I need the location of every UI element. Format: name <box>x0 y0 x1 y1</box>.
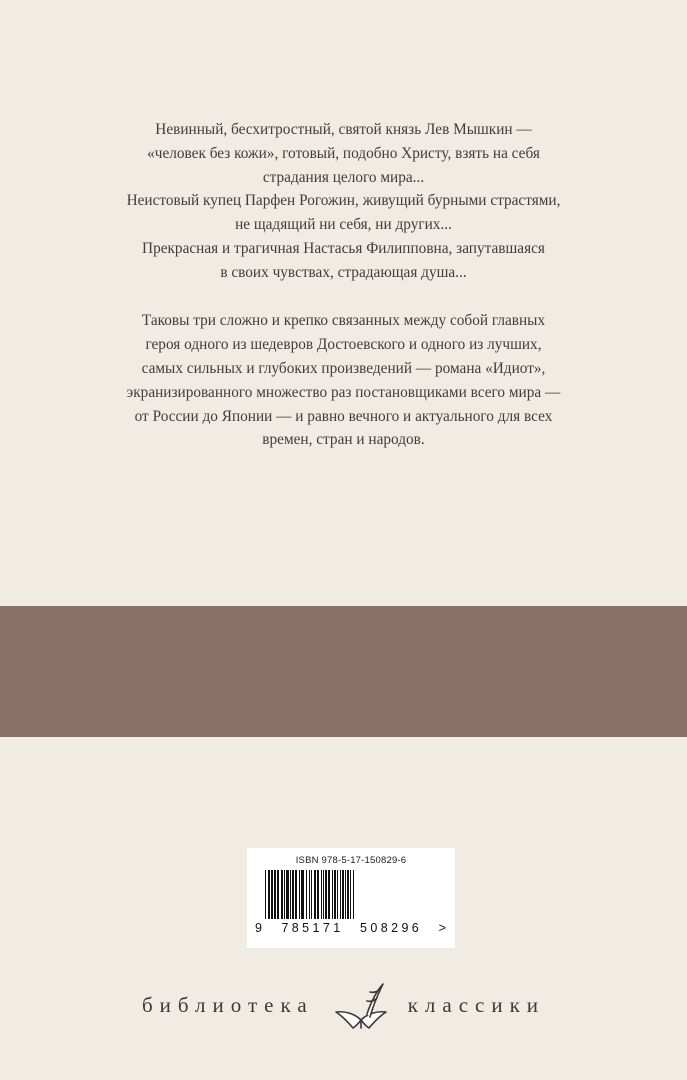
blurb-line: самых сильных и глубоких произведений — романа «Идиот», <box>141 360 546 378</box>
barcode-digits-tail: 508296 <box>360 921 423 935</box>
decorative-color-band <box>0 606 687 737</box>
blurb-line: героя одного из шедевров Достоевского и одного из лучших, <box>145 336 542 354</box>
series-word-left: библиотека <box>141 992 314 1017</box>
barcode-block <box>247 848 455 948</box>
blurb-line: экранизированного множество раз постановщиками всего мира — <box>126 383 561 401</box>
blurb-line: времен, стран и народов. <box>262 431 425 449</box>
open-book-with-quill-icon <box>324 968 398 1042</box>
blurb-line: «человек без кожи», готовый, подобно Христу, взять на себя <box>147 144 540 162</box>
blurb-line: Невинный, бесхитростный, святой князь Лев Мышкин — <box>155 121 532 138</box>
isbn-label: ISBN 978-5-17-150829-6 <box>295 855 407 866</box>
blurb-line: страдания целого мира... <box>262 168 425 186</box>
barcode-bars <box>265 870 437 919</box>
barcode-digits-main: 785171 <box>281 921 344 935</box>
paragraph-spacer <box>42 284 645 309</box>
blurb-line: не щадящий ни себя, ни других... <box>235 216 452 234</box>
series-logo <box>0 960 687 1050</box>
series-word-right: классики <box>407 992 546 1017</box>
blurb-text-block <box>0 118 687 452</box>
barcode-digit-lead: 9 <box>255 921 263 935</box>
blurb-line: Неистовый купец Парфен Рогожин, живущий бурными страстями, <box>126 192 561 210</box>
barcode-digits <box>255 921 447 935</box>
barcode-digit-end: > <box>438 921 447 935</box>
blurb-line: Прекрасная и трагичная Настасья Филипповна, запутавшаяся <box>142 239 545 257</box>
blurb-line: в своих чувствах, страдающая душа... <box>220 263 467 281</box>
blurb-line: от России до Японии — и равно вечного и актуального для всех <box>134 407 553 425</box>
blurb-line: Таковы три сложно и крепко связанных между собой главных <box>141 312 546 330</box>
